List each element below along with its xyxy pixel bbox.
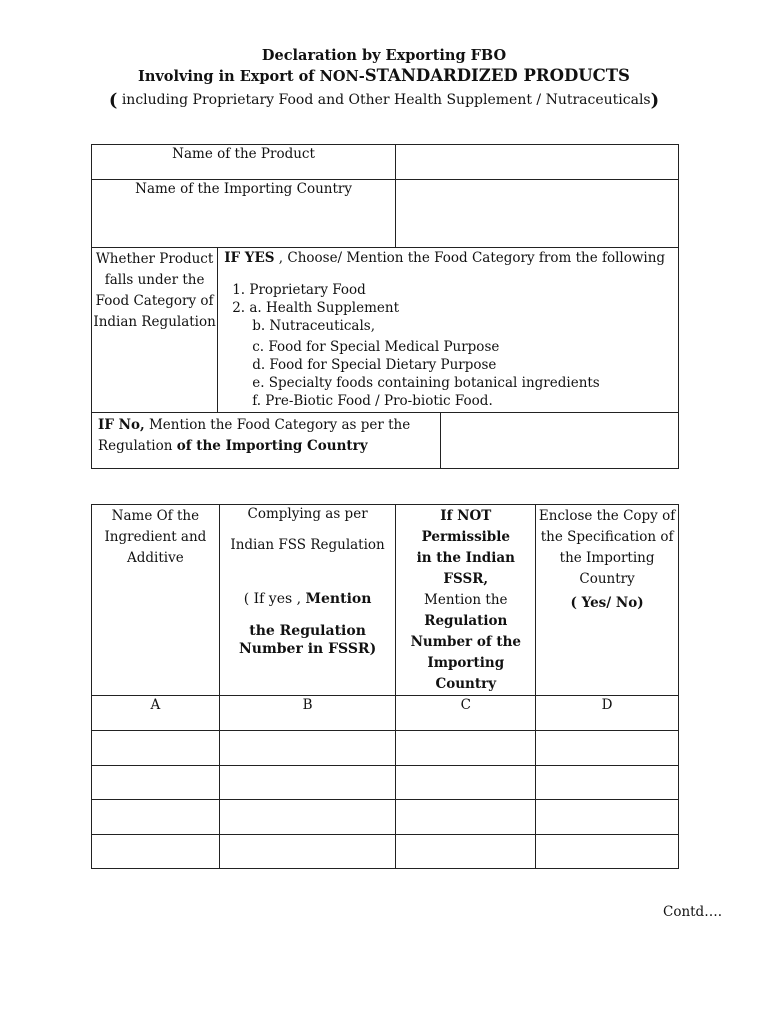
scope-text: including Proprietary Food and Other Health Supplement / Nutraceuticals [121,92,651,108]
food-category-item[interactable]: e. Specialty foods containing botanical ingredients [252,375,600,391]
col-d-header-line: the Specification of [540,529,674,545]
col-c-header-bold-line: Country [435,676,497,692]
col-c-header-bold-line: Importing [427,655,505,671]
ingredient-cell[interactable] [92,766,220,800]
col-c-header-bold-line: Number of the [410,634,521,650]
food-category-cell [218,248,679,413]
col-a-header-line: Additive [127,550,184,566]
subtitle-main: STANDARDIZED PRODUCTS [364,66,630,85]
if-yes-instruction [224,250,678,266]
fss-compliance-cell[interactable] [219,731,396,766]
ingredient-cell[interactable] [92,835,220,869]
col-b-header-line: Complying as per [247,506,368,522]
whether-label-line: Food Category of [95,293,214,309]
col-b-header-note [220,591,396,607]
if-no-cell [92,413,441,469]
food-category-item[interactable]: 1. Proprietary Food [232,282,366,298]
importing-country-input[interactable] [396,180,679,248]
if-no-label: IF No, [98,417,145,433]
food-category-item[interactable]: d. Food for Special Dietary Purpose [252,357,497,373]
regulation-number-cell[interactable] [396,835,536,869]
specification-cell[interactable] [536,766,679,800]
product-name-label-cell [92,145,396,180]
if-no-text: Mention the Food Category as per the [144,417,411,433]
food-category-item[interactable]: 2. a. Health Supplement [232,300,399,316]
specification-cell[interactable] [536,835,679,869]
fss-compliance-cell[interactable] [219,835,396,869]
ingredient-table [91,504,679,869]
product-details-table [91,144,679,469]
col-c-header-plain: Mention the [424,592,508,608]
col-c-header [396,505,536,696]
regulation-number-cell[interactable] [396,731,536,766]
col-b-header-line: Indian FSS Regulation [230,537,385,553]
col-b-header-note3: Number in FSSR) [238,641,377,657]
if-no-line2-prefix: Regulation [98,438,177,454]
if-no-line2-bold: of the Importing Country [176,438,368,454]
subtitle-non: NON- [319,68,365,85]
ingredient-cell[interactable] [92,800,220,835]
col-c-header-bold-line: Regulation [424,613,508,629]
table-row [92,835,679,869]
column-letter-a: A [92,696,220,731]
continued-note: Contd…. [662,904,722,920]
importing-country-label-cell [92,180,396,248]
col-a-header-line: Ingredient and [104,529,207,545]
whether-label-line: Indian Regulation [93,314,216,330]
col-d-header-line: Country [579,571,635,587]
whether-label-cell [92,248,218,413]
if-yes-label: IF YES [224,250,275,266]
regulation-number-cell[interactable] [396,766,536,800]
col-c-header-line: in the Indian FSSR, [416,550,515,587]
col-d-header [536,505,679,696]
col-a-header [92,505,220,696]
col-b-header [219,505,396,696]
food-category-item[interactable]: b. Nutraceuticals, [252,318,375,334]
product-name-input[interactable] [396,145,679,180]
document-subtitle [0,66,768,85]
fss-compliance-cell[interactable] [219,766,396,800]
col-d-header-line: the Importing [559,550,655,566]
table-row [92,766,679,800]
subtitle-prefix: Involving in Export of [138,68,320,85]
food-category-item[interactable]: c. Food for Special Medical Purpose [252,339,500,355]
food-category-list [224,281,678,410]
column-letter-d: D [536,696,679,731]
ingredient-cell[interactable] [92,731,220,766]
col-d-header-note: ( Yes/ No) [570,595,644,611]
document-scope-line: ( including Proprietary Food and Other Health Supplement / Nutraceuticals) [108,90,660,111]
table-row [92,731,679,766]
whether-label-line: falls under the [104,272,205,288]
if-no-line1 [98,415,440,436]
if-yes-text: , Choose/ Mention the Food Category from the following [274,250,666,266]
col-b-note-prefix: ( If yes , [243,591,306,607]
col-d-header-line: Enclose the Copy of [538,508,676,524]
if-no-line2 [98,436,440,457]
col-b-note-bold: Mention [305,591,372,607]
specification-cell[interactable] [536,800,679,835]
product-name-label: Name of the Product [172,146,315,162]
if-no-input[interactable] [441,413,679,469]
document-title: Declaration by Exporting FBO [261,47,507,64]
column-letter-c: C [396,696,536,731]
whether-label-line: Whether Product [95,251,214,267]
col-c-header-line: If NOT Permissible [421,508,510,545]
food-category-item[interactable]: f. Pre-Biotic Food / Pro-biotic Food. [252,393,493,409]
table-row [92,800,679,835]
regulation-number-cell[interactable] [396,800,536,835]
col-b-header-note2: the Regulation [249,623,366,639]
importing-country-label: Name of the Importing Country [135,181,352,197]
specification-cell[interactable] [536,731,679,766]
column-letter-b: B [219,696,396,731]
col-a-header-line: Name Of the [111,508,200,524]
fss-compliance-cell[interactable] [219,800,396,835]
